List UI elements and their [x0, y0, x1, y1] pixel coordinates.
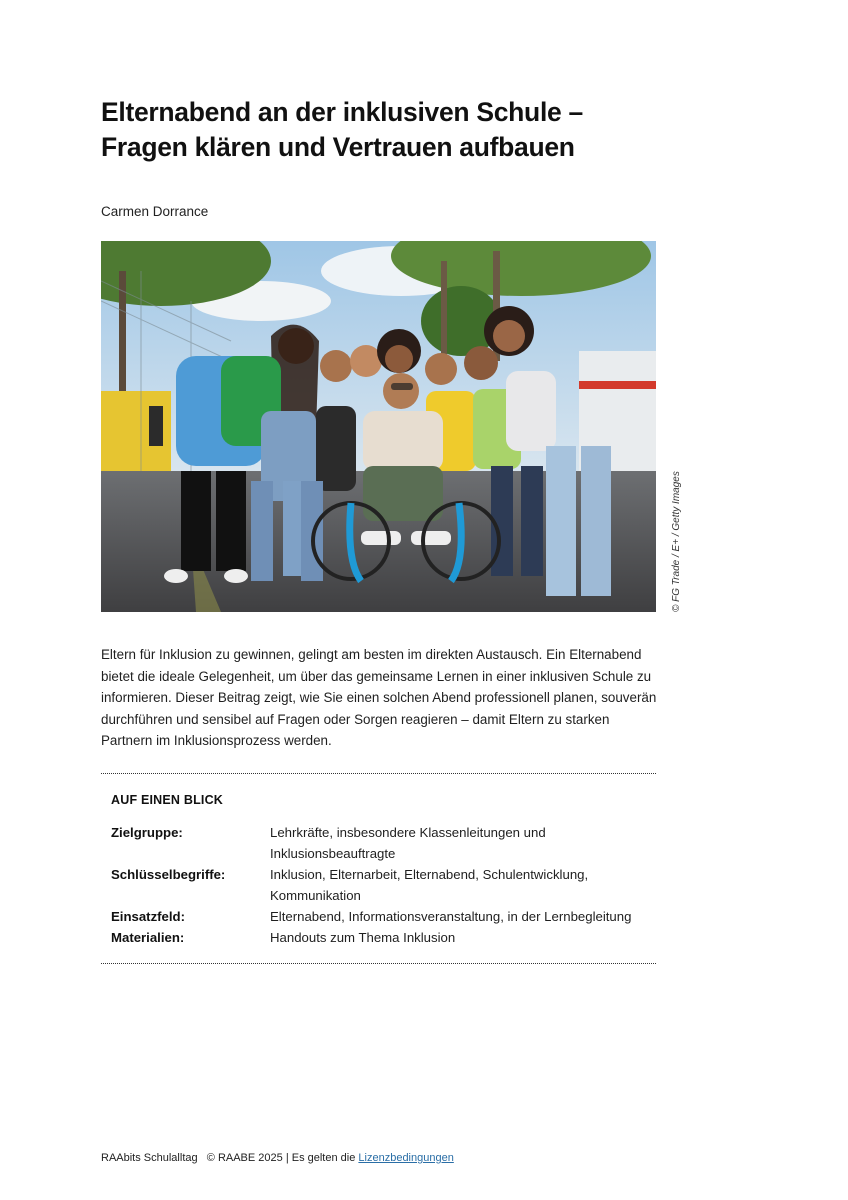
- at-a-glance-heading: AUF EINEN BLICK: [111, 793, 224, 807]
- info-value: Lehrkräfte, insbesondere Klassenleitungen und Inklusionsbeauftragte: [270, 825, 546, 861]
- at-a-glance-table: [111, 822, 641, 948]
- info-label: Einsatzfeld:: [111, 909, 186, 924]
- license-link[interactable]: Lizenzbedingungen: [358, 1152, 454, 1164]
- author-name: Carmen Dorrance: [101, 204, 209, 219]
- info-value: Handouts zum Thema Inklusion: [270, 930, 456, 945]
- page-footer: [101, 1152, 454, 1164]
- info-value: Elternabend, Informationsveranstaltung, in der Lernbegleitung: [270, 909, 632, 924]
- info-row: [111, 822, 641, 864]
- divider-bottom: [101, 963, 656, 964]
- intro-paragraph: Eltern für Inklusion zu gewinnen, gelingt am besten im direkten Austausch. Ein Elternabend bietet die ideale Gelegenheit, um über das gemeinsame Lernen in einer inklusiven Schule zu informieren. Dieser Beitrag zeigt, wie Sie einen solchen Abend professionell planen, souverän durchführen und sensibel auf Fragen oder Sorgen reagieren – damit Eltern zu starken Partnern im Inklusionsprozess werden.: [101, 647, 657, 749]
- cover-photo: [101, 241, 656, 612]
- copyright-notice: © RAABE 2025 | Es gelten die: [206, 1152, 356, 1164]
- info-value: Inklusion, Elternarbeit, Elternabend, Schulentwicklung, Kommunikation: [270, 867, 589, 903]
- info-label: Zielgruppe:: [111, 825, 183, 840]
- info-row: [111, 927, 641, 948]
- divider-top: [101, 773, 656, 774]
- info-label: Schlüsselbegriffe:: [111, 867, 226, 882]
- page-title: Elternabend an der inklusiven Schule – Fragen klären und Vertrauen aufbauen: [101, 97, 583, 162]
- info-row: [111, 864, 641, 906]
- photo-credit: © FG Trade / E+ / Getty Images: [671, 471, 682, 612]
- info-row: [111, 906, 641, 927]
- info-label: Materialien:: [111, 930, 185, 945]
- publication-name: RAAbits Schulalltag: [101, 1152, 198, 1164]
